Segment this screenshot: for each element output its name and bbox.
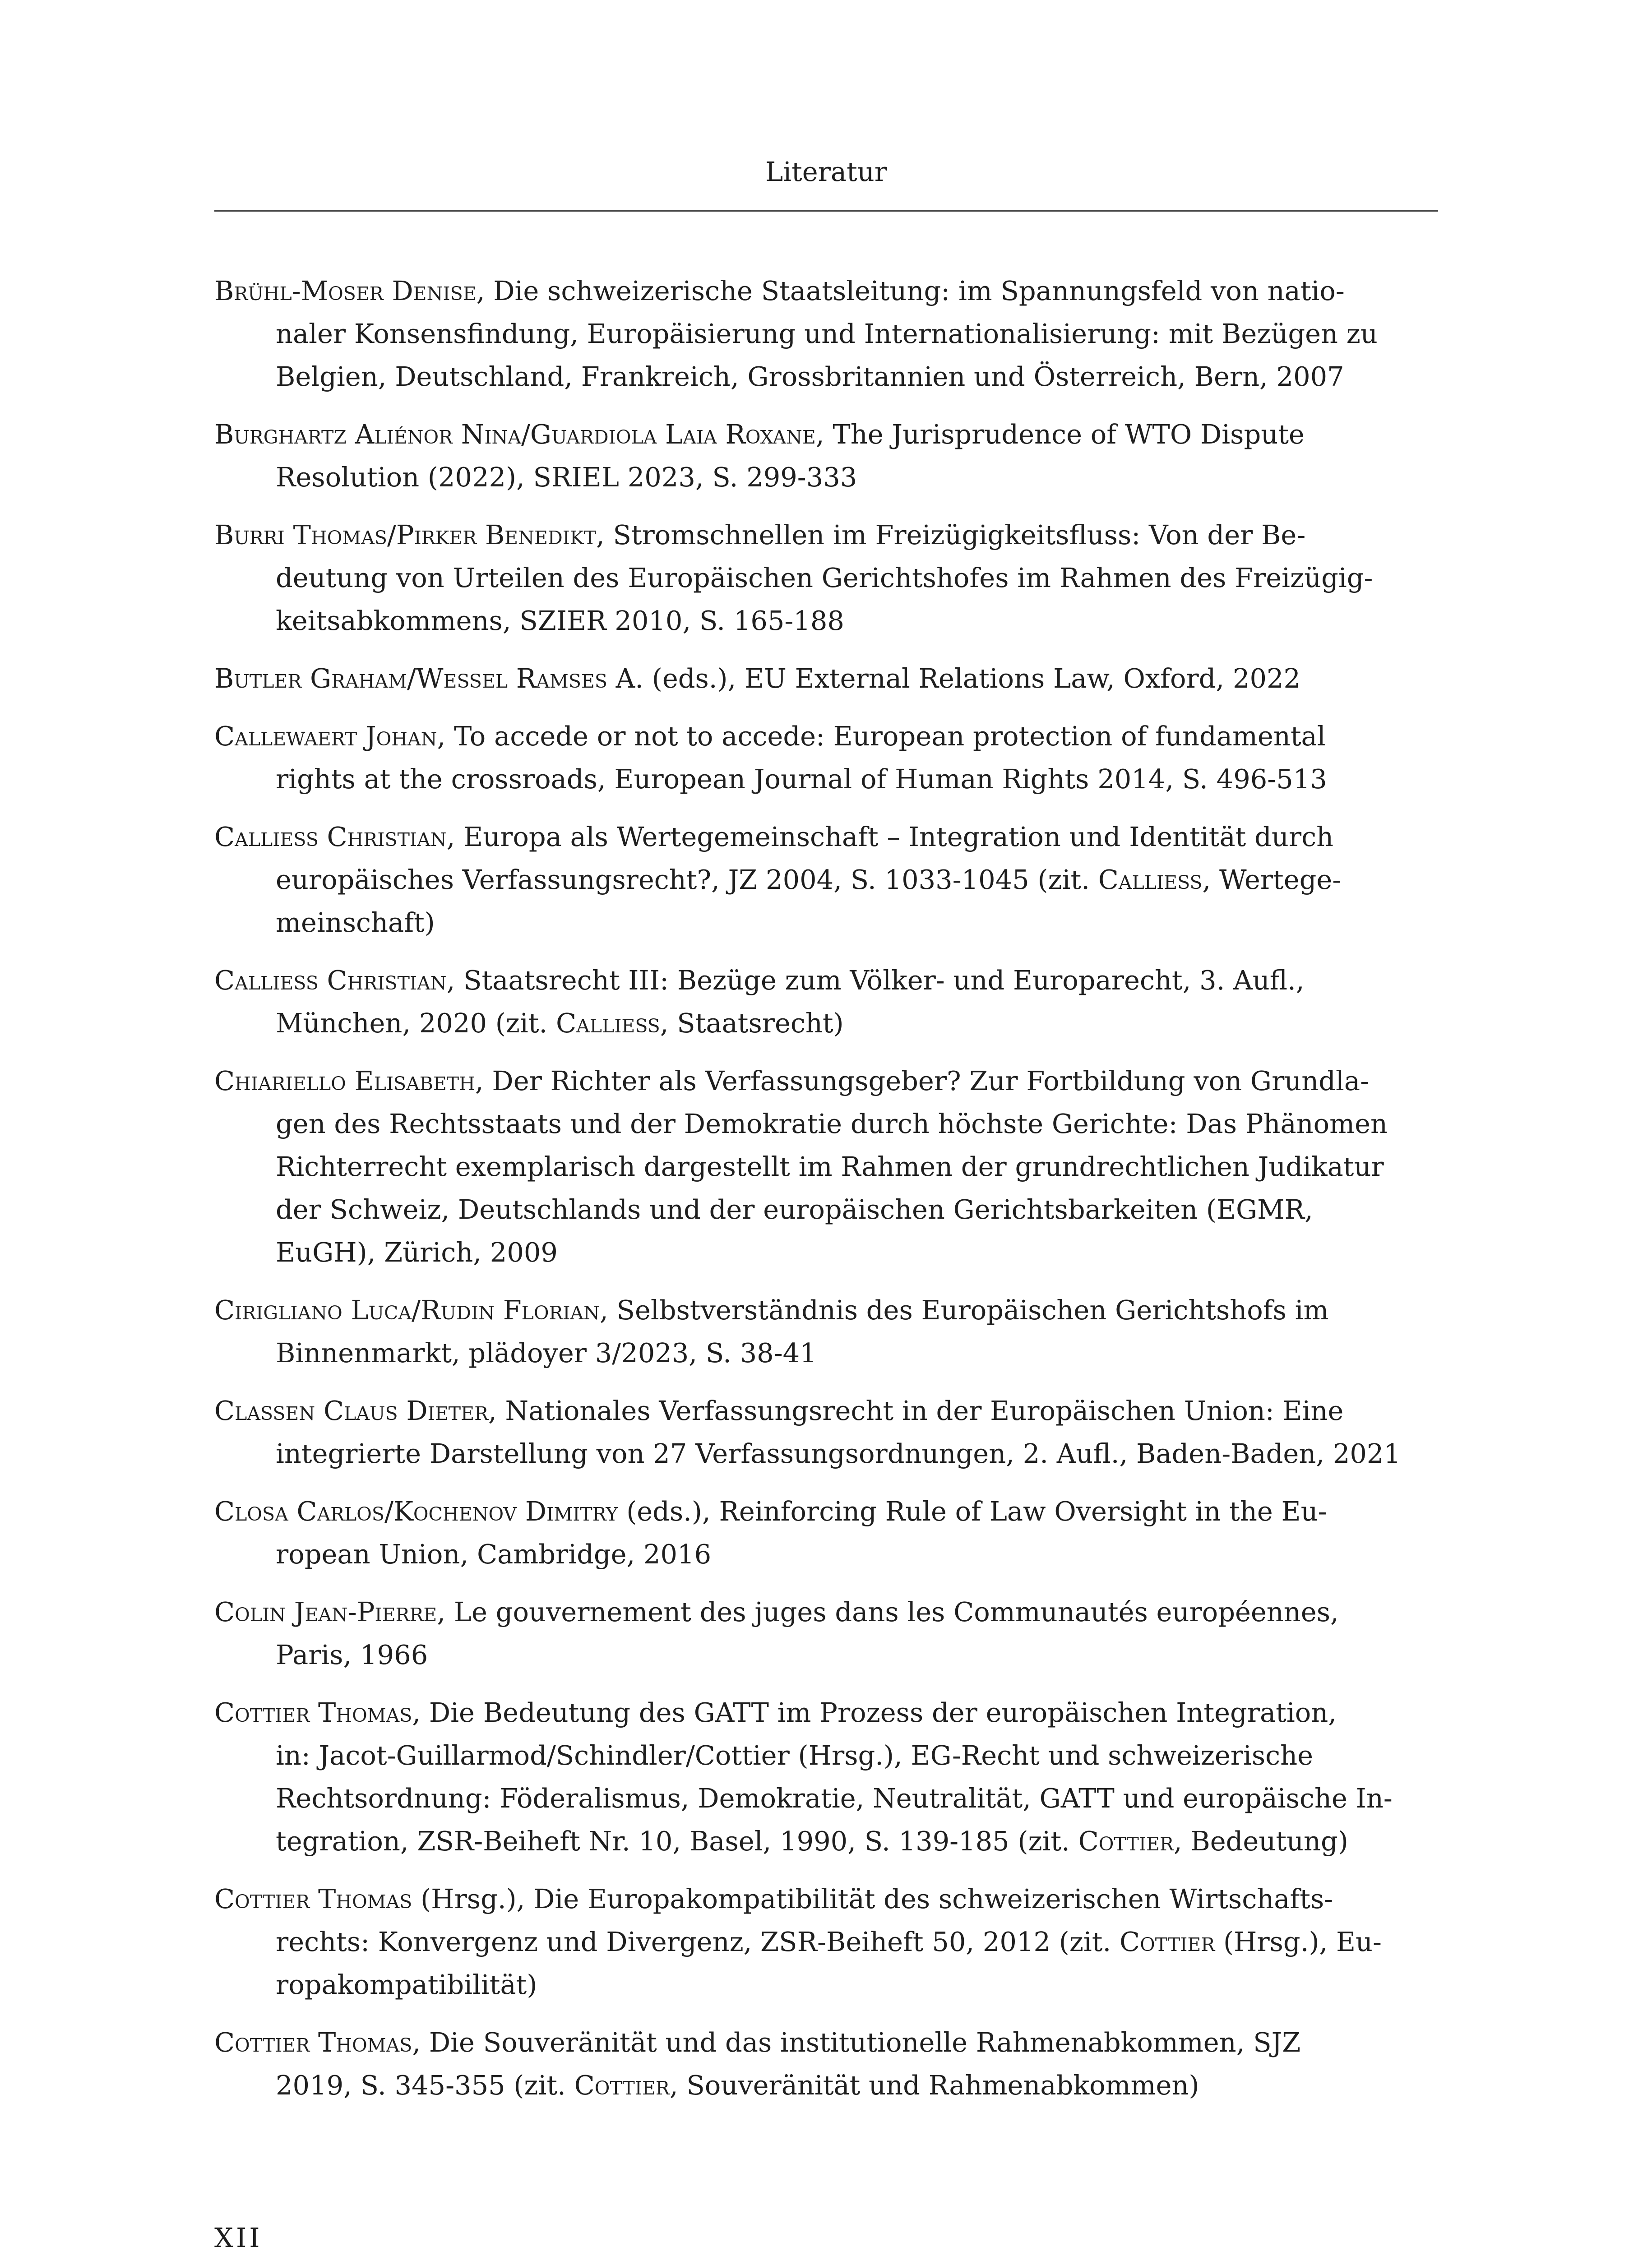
author-name: Cottier bbox=[1078, 1826, 1174, 1857]
entry-line bbox=[214, 269, 1438, 312]
entry-line bbox=[214, 1231, 1438, 1274]
author-name: Butler Graham/Wessel Ramses A. bbox=[214, 663, 644, 694]
bibliography-entry bbox=[214, 815, 1438, 944]
author-name: Cottier Thomas bbox=[214, 1883, 412, 1914]
citation-text: ropean Union, Cambridge, 2016 bbox=[276, 1539, 712, 1570]
entry-line bbox=[214, 1002, 1438, 1045]
author-name: Calliess bbox=[1098, 864, 1203, 895]
entry-line bbox=[214, 599, 1438, 642]
author-name: Brühl-Moser Denise bbox=[214, 275, 477, 306]
bibliography-entry bbox=[214, 269, 1438, 398]
citation-text: , Die Souveränität und das institutionelle Rahmenabkommen, SJZ bbox=[412, 2027, 1301, 2058]
author-name: Calliess Christian bbox=[214, 821, 447, 852]
citation-text: meinschaft) bbox=[276, 907, 435, 938]
citation-text: Resolution (2022), SRIEL 2023, S. 299-333 bbox=[276, 462, 857, 493]
entry-line bbox=[214, 2064, 1438, 2107]
entry-line bbox=[214, 312, 1438, 355]
bibliography-list bbox=[214, 269, 1438, 2107]
author-name: Cottier Thomas bbox=[214, 1697, 412, 1728]
entry-line bbox=[214, 1102, 1438, 1145]
entry-line bbox=[214, 1389, 1438, 1432]
bibliography-entry bbox=[214, 1059, 1438, 1274]
author-name: Cirigliano Luca/Rudin Florian bbox=[214, 1294, 600, 1326]
bibliography-entry bbox=[214, 959, 1438, 1045]
author-name: Cottier Thomas bbox=[214, 2027, 412, 2058]
bibliography-entry bbox=[214, 413, 1438, 499]
citation-text: , Die Bedeutung des GATT im Prozess der europäischen Integration, bbox=[412, 1697, 1337, 1728]
entry-line bbox=[214, 758, 1438, 800]
entry-line bbox=[214, 1289, 1438, 1331]
citation-text: , Die schweizerische Staatsleitung: im Spannungsfeld von natio- bbox=[476, 275, 1345, 306]
entry-line bbox=[214, 901, 1438, 944]
entry-line bbox=[214, 1777, 1438, 1820]
citation-text: integrierte Darstellung von 27 Verfassungsordnungen, 2. Aufl., Baden-Baden, 2021 bbox=[276, 1438, 1401, 1469]
entry-line bbox=[214, 413, 1438, 456]
citation-text: , The Jurisprudence of WTO Dispute bbox=[815, 419, 1305, 450]
entry-line bbox=[214, 1188, 1438, 1231]
citation-text: , Der Richter als Verfassungsgeber? Zur Fortbildung von Grundla- bbox=[475, 1065, 1370, 1096]
citation-text: gen des Rechtsstaats und der Demokratie durch höchste Gerichte: Das Phänomen bbox=[276, 1108, 1388, 1139]
entry-line bbox=[214, 815, 1438, 858]
citation-text: , Staatsrecht) bbox=[660, 1008, 844, 1039]
citation-text: naler Konsensfindung, Europäisierung und Internationalisierung: mit Bezügen zu bbox=[276, 318, 1378, 349]
entry-line bbox=[214, 2021, 1438, 2064]
entry-line bbox=[214, 959, 1438, 1002]
bibliography-entry bbox=[214, 1389, 1438, 1475]
citation-text: (Hrsg.), Eu- bbox=[1215, 1926, 1382, 1957]
entry-line bbox=[214, 1331, 1438, 1374]
citation-text: in: Jacot-Guillarmod/Schindler/Cottier (Hrsg.), EG-Recht und schweizerische bbox=[276, 1740, 1314, 1771]
citation-text: tegration, ZSR-Beiheft Nr. 10, Basel, 1990, S. 139-185 (zit. bbox=[276, 1826, 1078, 1857]
citation-text: , Stromschnellen im Freizügigkeitsfluss: Von der Be- bbox=[596, 519, 1306, 550]
bibliography-entry bbox=[214, 2021, 1438, 2107]
citation-text: , Bedeutung) bbox=[1173, 1826, 1348, 1857]
entry-line bbox=[214, 657, 1438, 700]
citation-text: München, 2020 (zit. bbox=[276, 1008, 556, 1039]
entry-line bbox=[214, 513, 1438, 556]
citation-text: deutung von Urteilen des Europäischen Gerichtshofes im Rahmen des Freizügig- bbox=[276, 562, 1373, 593]
citation-text: Paris, 1966 bbox=[276, 1639, 428, 1670]
citation-text: ropakompatibilität) bbox=[276, 1969, 537, 2000]
citation-text: , Europa als Wertegemeinschaft – Integration und Identität durch bbox=[446, 821, 1334, 852]
citation-text: (eds.), EU External Relations Law, Oxford, 2022 bbox=[643, 663, 1301, 694]
running-head-title: Literatur bbox=[765, 156, 887, 187]
citation-text: , To accede or not to accede: European protection of fundamental bbox=[437, 721, 1326, 752]
citation-text: (eds.), Reinforcing Rule of Law Oversight in the Eu- bbox=[618, 1496, 1327, 1527]
entry-line bbox=[214, 858, 1438, 901]
author-name: Classen Claus Dieter bbox=[214, 1395, 488, 1426]
bibliography-entry bbox=[214, 1590, 1438, 1676]
bibliography-entry bbox=[214, 1490, 1438, 1576]
citation-text: europäisches Verfassungsrecht?, JZ 2004, S. 1033-1045 (zit. bbox=[276, 864, 1098, 895]
bibliography-entry bbox=[214, 1877, 1438, 2006]
author-name: Colin Jean-Pierre bbox=[214, 1596, 437, 1627]
bibliography-entry bbox=[214, 1691, 1438, 1863]
author-name: Chiariello Elisabeth bbox=[214, 1065, 475, 1096]
bibliography-entry bbox=[214, 1289, 1438, 1374]
citation-text: , Souveränität und Rahmenabkommen) bbox=[669, 2070, 1199, 2101]
citation-text: , Wertege- bbox=[1202, 864, 1342, 895]
citation-text: rights at the crossroads, European Journal of Human Rights 2014, S. 496-513 bbox=[276, 763, 1327, 795]
entry-line bbox=[214, 715, 1438, 758]
bibliography-entry bbox=[214, 513, 1438, 642]
citation-text: , Le gouvernement des juges dans les Communautés européennes, bbox=[437, 1596, 1339, 1627]
author-name: Calliess Christian bbox=[214, 965, 447, 996]
entry-line bbox=[214, 1432, 1438, 1475]
citation-text: der Schweiz, Deutschlands und der europäischen Gerichtsbarkeiten (EGMR, bbox=[276, 1194, 1313, 1225]
entry-line bbox=[214, 355, 1438, 398]
author-name: Cottier bbox=[574, 2070, 670, 2101]
author-name: Burghartz Aliénor Nina/Guardiola Laia Roxane bbox=[214, 419, 816, 450]
citation-text: keitsabkommens, SZIER 2010, S. 165-188 bbox=[276, 605, 844, 636]
entry-line bbox=[214, 1920, 1438, 1963]
author-name: Cottier bbox=[1120, 1926, 1215, 1957]
entry-line bbox=[214, 1059, 1438, 1102]
entry-line bbox=[214, 1490, 1438, 1533]
citation-text: Rechtsordnung: Föderalismus, Demokratie, Neutralität, GATT und europäische In- bbox=[276, 1783, 1393, 1814]
entry-line bbox=[214, 1877, 1438, 1920]
entry-line bbox=[214, 1820, 1438, 1863]
author-name: Closa Carlos/Kochenov Dimitry bbox=[214, 1496, 618, 1527]
citation-text: Belgien, Deutschland, Frankreich, Grossbritannien und Österreich, Bern, 2007 bbox=[276, 361, 1344, 392]
citation-text: Binnenmarkt, plädoyer 3/2023, S. 38-41 bbox=[276, 1337, 817, 1368]
citation-text: Richterrecht exemplarisch dargestellt im Rahmen der grundrechtlichen Judikatur bbox=[276, 1151, 1384, 1182]
entry-line bbox=[214, 1633, 1438, 1676]
author-name: Burri Thomas/Pirker Benedikt bbox=[214, 519, 596, 550]
entry-line bbox=[214, 1963, 1438, 2006]
citation-text: rechts: Konvergenz und Divergenz, ZSR-Beiheft 50, 2012 (zit. bbox=[276, 1926, 1120, 1957]
entry-line bbox=[214, 1691, 1438, 1734]
citation-text: , Staatsrecht III: Bezüge zum Völker- und Europarecht, 3. Aufl., bbox=[446, 965, 1305, 996]
author-name: Callewaert Johan bbox=[214, 721, 437, 752]
bibliography-entry bbox=[214, 657, 1438, 700]
bibliography-entry bbox=[214, 715, 1438, 800]
citation-text: EuGH), Zürich, 2009 bbox=[276, 1237, 558, 1268]
entry-line bbox=[214, 1145, 1438, 1188]
page-number: XII bbox=[214, 2222, 263, 2253]
entry-line bbox=[214, 1734, 1438, 1777]
header-rule bbox=[214, 210, 1438, 212]
citation-text: , Nationales Verfassungsrecht in der Europäischen Union: Eine bbox=[488, 1395, 1344, 1426]
author-name: Calliess bbox=[555, 1008, 660, 1039]
citation-text: , Selbstverständnis des Europäischen Gerichtshofs im bbox=[600, 1294, 1329, 1326]
entry-line bbox=[214, 1590, 1438, 1633]
citation-text: 2019, S. 345-355 (zit. bbox=[276, 2070, 574, 2101]
entry-line bbox=[214, 1533, 1438, 1576]
entry-line bbox=[214, 456, 1438, 499]
citation-text: (Hrsg.), Die Europakompatibilität des schweizerischen Wirtschafts- bbox=[412, 1883, 1333, 1914]
entry-line bbox=[214, 556, 1438, 599]
